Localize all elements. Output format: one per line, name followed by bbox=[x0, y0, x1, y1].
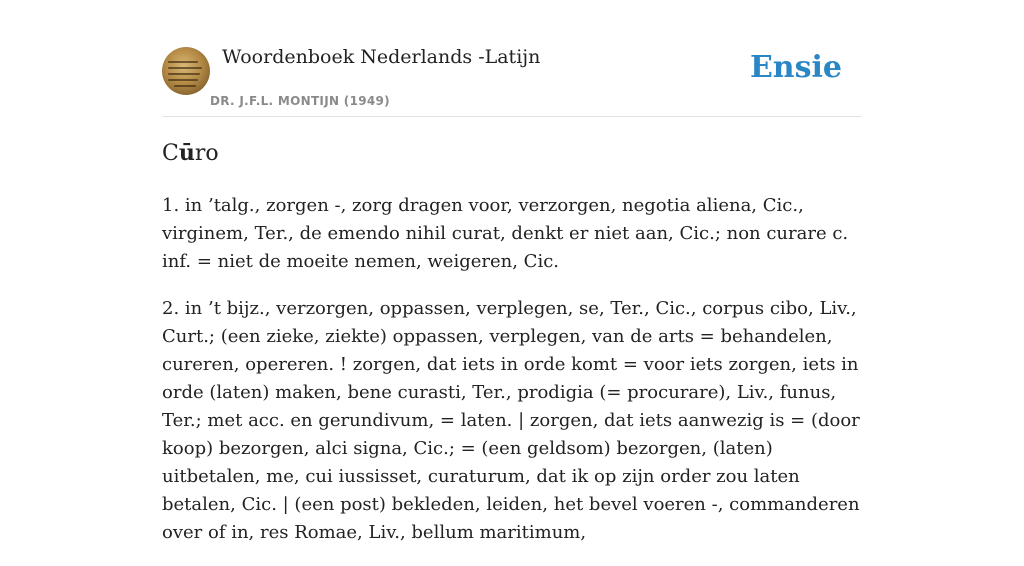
book-title[interactable]: Woordenboek Nederlands -Latijn bbox=[222, 46, 541, 68]
entry-body bbox=[162, 192, 862, 566]
page bbox=[162, 0, 862, 543]
entry-title: Cūro bbox=[162, 140, 219, 166]
definition-paragraph: 1. in ’talg., zorgen -, zorg dragen voor, verzorgen, negotia aliena, Cic., virginem, Ter., de emendo nihil curat, denkt er niet aan, Cic.; non curare c. inf. = niet de moeite nemen, weigeren, Cic. bbox=[162, 195, 849, 272]
brand-logo[interactable]: Ensie bbox=[749, 50, 842, 85]
header bbox=[162, 0, 862, 117]
book-cover-icon[interactable] bbox=[162, 47, 210, 95]
book-author: DR. J.F.L. MONTIJN (1949) bbox=[210, 94, 390, 108]
definition-paragraph: 2. in ’t bijz., verzorgen, oppassen, verplegen, se, Ter., Cic., corpus cibo, Liv., Curt.; (een zieke, ziekte) oppassen, verplegen, van de arts = behandelen, cureren, opereren. ! zorgen, dat iets in orde komt = voor iets zorgen, iets in orde (laten) maken, bene curasti, Ter., prodigia (= procurare), Liv., funus, Ter.; met acc. en gerundivum, = laten. | zorgen, dat iets aanwezig is = (door koop) bezorgen, alci signa, Cic.; = (een geldsom) bezorgen, (laten) uitbetalen, me, cui iussisset, curaturum, dat ik op zijn order zou laten betalen, Cic. | (een post) bekleden, leiden, het bevel voeren -, commanderen over of in, res Romae, Liv., bellum maritimum, bbox=[162, 298, 860, 543]
